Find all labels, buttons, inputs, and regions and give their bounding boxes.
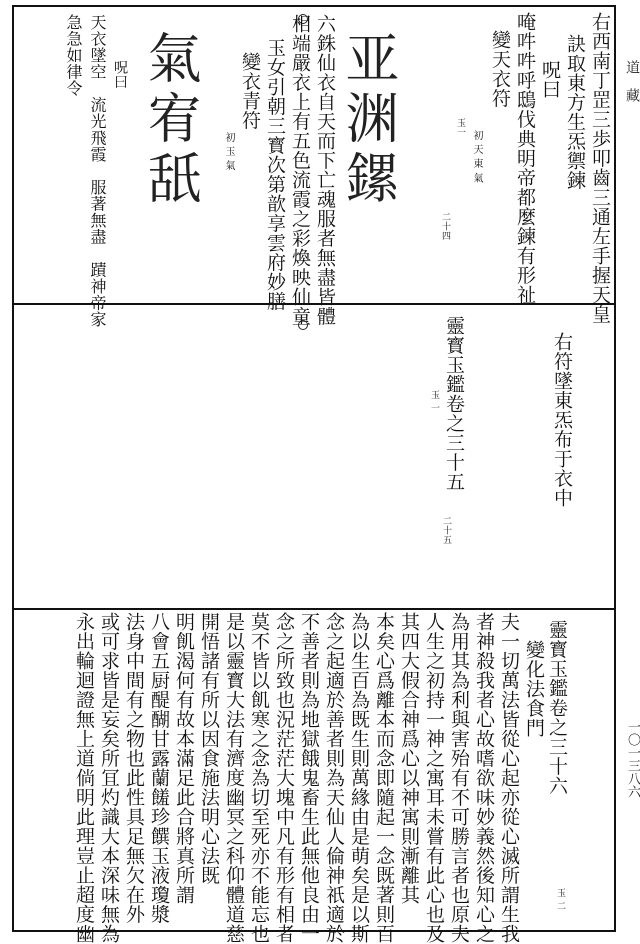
p1-text-col-3: 呪曰 xyxy=(539,60,561,99)
p1-text-col-12: 天衣墜空 流光飛霞 服著無盡 蹟神帝家 xyxy=(88,14,107,328)
p1-note-col-7: 二十四 xyxy=(440,212,450,241)
p1-note-col-11: 初 玉 氣 xyxy=(223,132,234,171)
p2-text-col-1: 右符墜東炁布于衣中 xyxy=(551,332,573,508)
p1-text-col-4: 唵吽吽呼鴟伐典明帝都麼鍊有形祉 xyxy=(514,12,536,305)
p3-text-col-12: 念之所致也況茫茫大塊中凡有形有相者 xyxy=(273,612,295,944)
p1-note-col-6: 玉一 xyxy=(455,118,465,137)
punch-hole-mark-2 xyxy=(298,320,308,330)
p3-text-col-10: 念之起適於善者則為天仙人倫神祇適於 xyxy=(323,612,345,944)
p1-text-col-13: 急急如律令 xyxy=(64,14,83,97)
p1-text-col-2: 訣取東方生炁禦鍊 xyxy=(564,34,586,190)
p1-text-col-1: 右西南丁罡三歩叩齒三通左手握天皇 xyxy=(589,12,611,324)
p1-text-col-9: 相端嚴衣上有五色流霞之彩煥映仙童 xyxy=(289,14,311,326)
p2-note-col-3: 二十五 xyxy=(441,516,451,545)
p1-note-col-5: 初 天 東 氣 xyxy=(471,130,482,184)
section-divider-lower xyxy=(12,608,616,610)
p3-title: 靈寳玉鑑卷之三十六 xyxy=(546,620,568,796)
p2-text-col-2: 靈寳玉鑑卷之三十五 xyxy=(443,316,465,492)
p3-title-note: 玉 二 xyxy=(555,888,565,911)
p3-text-col-16: 明飢渴何有故本滿足此合將真所謂 xyxy=(173,612,195,905)
talisman-seal-lower: 氣宥舐 xyxy=(139,30,202,210)
side-label-bottom: 一〇一三八六 xyxy=(625,720,640,798)
p3-text-col-20: 永出輪迴證無上道倘明此理豈止超度幽 xyxy=(73,612,95,944)
p1-text-col-13b: 呪曰 xyxy=(112,60,128,89)
p2-note-col-2: 玉 一 xyxy=(429,390,439,413)
p1-text-col-8: 六銖仙衣自天而下亡魂服者無盡皆體 xyxy=(314,14,336,326)
p1-text-col-10: 玉女引朝三寳次第歆享雲府妙膳 xyxy=(264,38,286,311)
p3-text-col-18: 法身中間有之物也此性具足無欠在外 xyxy=(123,612,145,924)
p3-text-col-14: 是以靈寳大法有濟度幽冥之科仰體道慈 xyxy=(223,612,245,944)
p3-text-col-13: 莫不皆以飢寒之念為切至死亦不能忘也 xyxy=(248,612,270,944)
p3-text-col-17: 八會五厨醍醐甘露蘭饈珍饌玉液瓊漿 xyxy=(148,612,170,924)
p3-text-col-5: 為用其為利與害殆有不可勝言者也原夫 xyxy=(448,612,470,944)
p3-text-col-9: 為以生百為既生則萬緣由是萌矣是以斯 xyxy=(348,612,370,944)
p3-text-col-8: 本矣心爲離本而念即隨起一念既著則百 xyxy=(373,612,395,944)
p3-text-col-19: 或可求皆是妄矣所冝灼識大本深味無為 xyxy=(98,612,120,944)
p3-heading: 變化法食門 xyxy=(523,640,545,738)
p3-text-col-6: 人生之初持一神之寓耳未嘗有此心也及 xyxy=(423,612,445,944)
p1-text-col-11: 變衣青符 xyxy=(239,52,261,130)
p3-text-col-4: 者神殺我者心故嗜欲味妙義然後知心之 xyxy=(473,612,495,944)
p3-text-col-7: 其四大假合神爲心以神寓則漸離其 xyxy=(398,612,420,905)
p3-text-col-3: 夫一切萬法皆從心起亦從心滅所謂生我 xyxy=(498,612,520,944)
p3-text-col-15: 開悟諸有所以因食施法明心法既 xyxy=(198,612,220,885)
p3-text-col-11: 不善者則為地獄餓鬼畜生此無他良由一 xyxy=(298,612,320,944)
talisman-seal-upper: 亚渊鏍 xyxy=(337,30,400,210)
p1-text-col-5: 變天衣符 xyxy=(489,30,511,108)
side-label-top: 道 藏 xyxy=(624,60,640,102)
